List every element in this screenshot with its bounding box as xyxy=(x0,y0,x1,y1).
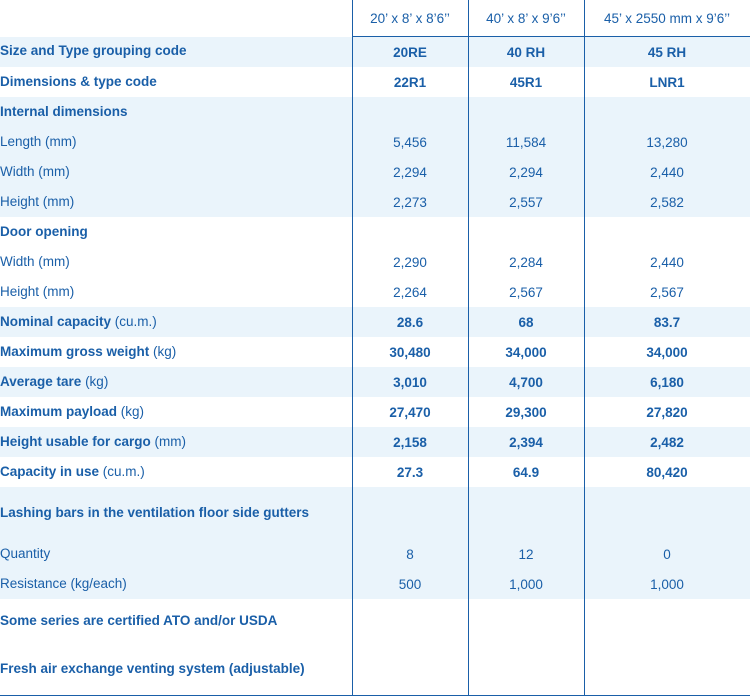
table-row xyxy=(0,643,750,696)
row-label-text: Fresh air exchange venting system (adjustable) xyxy=(0,660,305,676)
cell-value: 34,000 xyxy=(468,337,584,367)
cell-value: 2,290 xyxy=(352,247,468,277)
row-label xyxy=(0,367,352,397)
table-row xyxy=(0,67,750,97)
table-row xyxy=(0,37,750,68)
row-label-text: Quantity xyxy=(0,545,51,561)
cell-value: 2,567 xyxy=(468,277,584,307)
table-row xyxy=(0,97,750,127)
row-label xyxy=(0,127,352,157)
row-label-text: Width (mm) xyxy=(0,253,70,269)
cell-value xyxy=(468,217,584,247)
cell-value: 12 xyxy=(468,539,584,569)
row-label-unit: (mm) xyxy=(154,433,187,449)
table-row xyxy=(0,337,750,367)
cell-value: 2,284 xyxy=(468,247,584,277)
row-label xyxy=(0,457,352,487)
row-label xyxy=(0,187,352,217)
row-label-text: Size and Type grouping code xyxy=(0,43,187,59)
cell-value: 34,000 xyxy=(584,337,750,367)
row-label-text: Dimensions & type code xyxy=(0,73,157,89)
table-row xyxy=(0,217,750,247)
cell-value xyxy=(468,97,584,127)
table-row xyxy=(0,307,750,337)
cell-value: 22R1 xyxy=(352,67,468,97)
cell-value: 4,700 xyxy=(468,367,584,397)
table-row xyxy=(0,187,750,217)
cell-value: 13,280 xyxy=(584,127,750,157)
row-label xyxy=(0,337,352,367)
row-label xyxy=(0,97,352,127)
row-label xyxy=(0,643,352,696)
table-row xyxy=(0,457,750,487)
row-label xyxy=(0,217,352,247)
row-label xyxy=(0,157,352,187)
table-row xyxy=(0,539,750,569)
row-label-text: Some series are certified ATO and/or USDA xyxy=(0,612,278,628)
row-label-unit: (cu.m.) xyxy=(102,463,145,479)
column-header-45ft: 45’ x 2550 mm x 9’6’’ xyxy=(584,0,750,37)
row-label xyxy=(0,599,352,643)
cell-value xyxy=(468,643,584,696)
cell-value: 30,480 xyxy=(352,337,468,367)
row-label-unit: (cu.m.) xyxy=(114,313,157,329)
cell-value xyxy=(584,643,750,696)
cell-value: 2,294 xyxy=(468,157,584,187)
cell-value: 40 RH xyxy=(468,37,584,68)
table-row xyxy=(0,277,750,307)
cell-value xyxy=(584,487,750,539)
cell-value xyxy=(352,487,468,539)
table-row xyxy=(0,247,750,277)
cell-value xyxy=(468,599,584,643)
cell-value: 2,557 xyxy=(468,187,584,217)
cell-value: 8 xyxy=(352,539,468,569)
cell-value: 27,820 xyxy=(584,397,750,427)
row-label-text: Length (mm) xyxy=(0,133,77,149)
row-label xyxy=(0,67,352,97)
row-label xyxy=(0,427,352,457)
row-label-text: Maximum payload xyxy=(0,403,121,419)
cell-value xyxy=(352,217,468,247)
table-row xyxy=(0,397,750,427)
row-label-unit: (kg) xyxy=(153,343,177,359)
row-label-text: Resistance (kg/each) xyxy=(0,575,127,591)
row-label-text: Capacity in use xyxy=(0,463,103,479)
cell-value: 2,158 xyxy=(352,427,468,457)
row-label xyxy=(0,247,352,277)
cell-value: 20RE xyxy=(352,37,468,68)
cell-value: 3,010 xyxy=(352,367,468,397)
row-label-text: Nominal capacity xyxy=(0,313,115,329)
cell-value xyxy=(584,599,750,643)
cell-value xyxy=(352,599,468,643)
cell-value: 64.9 xyxy=(468,457,584,487)
row-label xyxy=(0,307,352,337)
table-row xyxy=(0,569,750,599)
cell-value: 2,567 xyxy=(584,277,750,307)
cell-value: 80,420 xyxy=(584,457,750,487)
column-header-40ft: 40’ x 8’ x 9’6’’ xyxy=(468,0,584,37)
table-row xyxy=(0,427,750,457)
row-label-unit: (kg) xyxy=(120,403,145,419)
cell-value: 2,294 xyxy=(352,157,468,187)
cell-value xyxy=(584,97,750,127)
row-label xyxy=(0,569,352,599)
cell-value: 83.7 xyxy=(584,307,750,337)
row-label-text: Average tare xyxy=(0,373,86,389)
row-label-text: Maximum gross weight xyxy=(0,343,154,359)
header-blank-cell xyxy=(0,0,352,37)
row-label-text: Height (mm) xyxy=(0,283,75,299)
table-row xyxy=(0,487,750,539)
cell-value: 500 xyxy=(352,569,468,599)
cell-value xyxy=(468,487,584,539)
cell-value: 1,000 xyxy=(584,569,750,599)
table-body xyxy=(0,37,750,696)
row-label-text: Width (mm) xyxy=(0,163,70,179)
cell-value xyxy=(584,217,750,247)
cell-value: 5,456 xyxy=(352,127,468,157)
cell-value: 2,482 xyxy=(584,427,750,457)
cell-value: 2,273 xyxy=(352,187,468,217)
cell-value: 1,000 xyxy=(468,569,584,599)
row-label-text: Height usable for cargo xyxy=(0,433,155,449)
cell-value: 68 xyxy=(468,307,584,337)
table-row xyxy=(0,157,750,187)
row-label-text: Height (mm) xyxy=(0,193,75,209)
cell-value xyxy=(352,643,468,696)
cell-value: 2,264 xyxy=(352,277,468,307)
row-label xyxy=(0,539,352,569)
cell-value: 45 RH xyxy=(584,37,750,68)
column-header-20ft: 20’ x 8’ x 8’6’’ xyxy=(352,0,468,37)
cell-value: 28.6 xyxy=(352,307,468,337)
row-label-text: Internal dimensions xyxy=(0,103,128,119)
cell-value: 2,440 xyxy=(584,157,750,187)
cell-value: 2,582 xyxy=(584,187,750,217)
table-header-row xyxy=(0,0,750,37)
table-row xyxy=(0,599,750,643)
row-label-text: Door opening xyxy=(0,223,88,239)
cell-value: 45R1 xyxy=(468,67,584,97)
table-row xyxy=(0,367,750,397)
cell-value: 27.3 xyxy=(352,457,468,487)
row-label xyxy=(0,487,352,539)
cell-value: 2,394 xyxy=(468,427,584,457)
cell-value: 27,470 xyxy=(352,397,468,427)
row-label xyxy=(0,37,352,68)
cell-value: 29,300 xyxy=(468,397,584,427)
cell-value: 6,180 xyxy=(584,367,750,397)
row-label-text: Lashing bars in the ventilation floor side gutters xyxy=(0,504,310,520)
row-label xyxy=(0,277,352,307)
row-label-unit: (kg) xyxy=(85,373,109,389)
cell-value: 2,440 xyxy=(584,247,750,277)
cell-value xyxy=(352,97,468,127)
table-row xyxy=(0,127,750,157)
cell-value: 11,584 xyxy=(468,127,584,157)
cell-value: 0 xyxy=(584,539,750,569)
row-label xyxy=(0,397,352,427)
cell-value: LNR1 xyxy=(584,67,750,97)
